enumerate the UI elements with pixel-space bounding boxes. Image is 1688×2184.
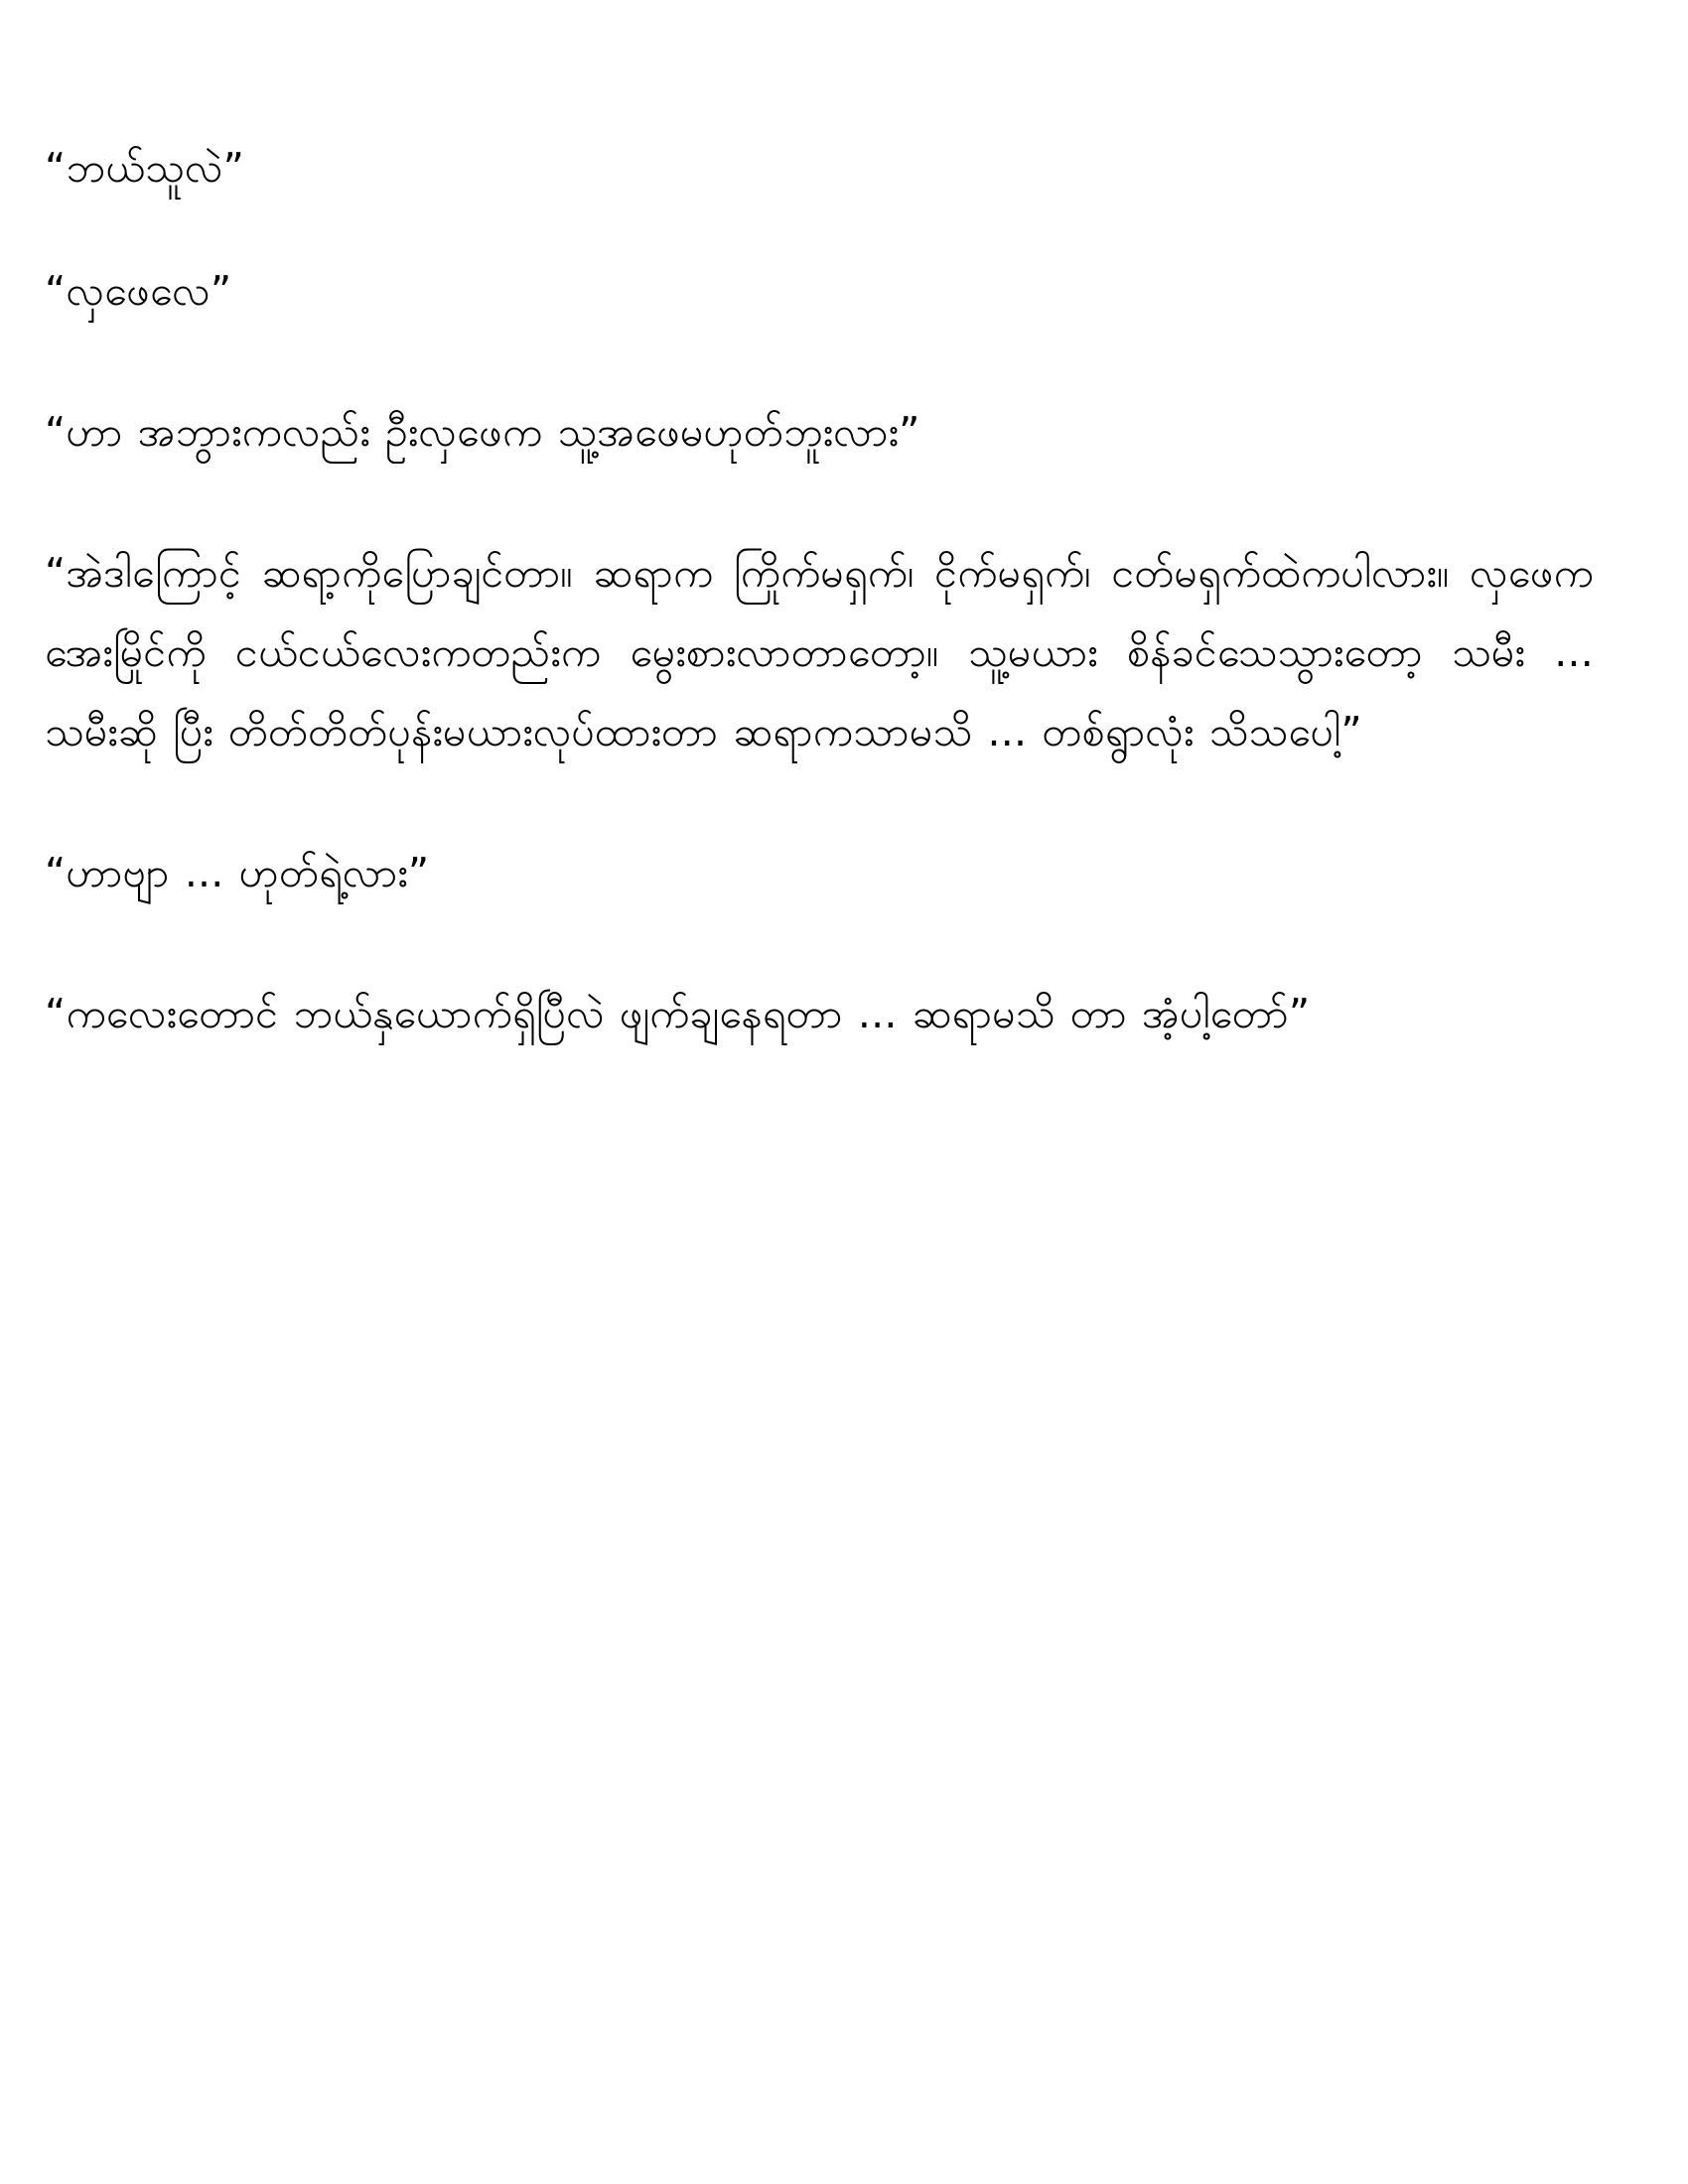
paragraph-1: “ဘယ်သူလဲ” bbox=[45, 144, 245, 192]
paragraph-4: “အဲဒါကြောင့် ဆရာ့ကိုပြောချင်တာ။ ဆရာက ကြိုက်မရှက်၊ ငိုက်မရှက်၊ ငတ်မရှက်ထဲကပါလား။ လှဖေက အေးမြိုင်ကို ငယ်ငယ်လေးကတည်းက မွေးစားလာတာတော့။ သူ့မယား စိန်ခင်သေသွားတော့ သမီး ... သမီးဆို ပြီး တိတ်တိတ်ပုန်းမယားလုပ်ထားတာ ဆရာကသာမသိ ... တစ်ရွာလုံး သိသပေါ့” bbox=[45, 548, 1594, 755]
paragraph-2: “လှဖေလေ” bbox=[45, 266, 232, 315]
paragraph-5: “ဟာဗျာ ... ဟုတ်ရဲ့လား” bbox=[45, 848, 430, 896]
paragraph-3: “ဟာ အဘွားကလည်း ဦးလှဖေက သူ့အဖေမဟုတ်ဘူးလား” bbox=[45, 407, 920, 456]
paragraph-6: “ကလေးတောင် ဘယ်နှယောက်ရှိပြီလဲ ဖျက်ချနေရတာ ... ဆရာမသိ တာ အံ့ပါ့တော်” bbox=[45, 989, 1311, 1037]
